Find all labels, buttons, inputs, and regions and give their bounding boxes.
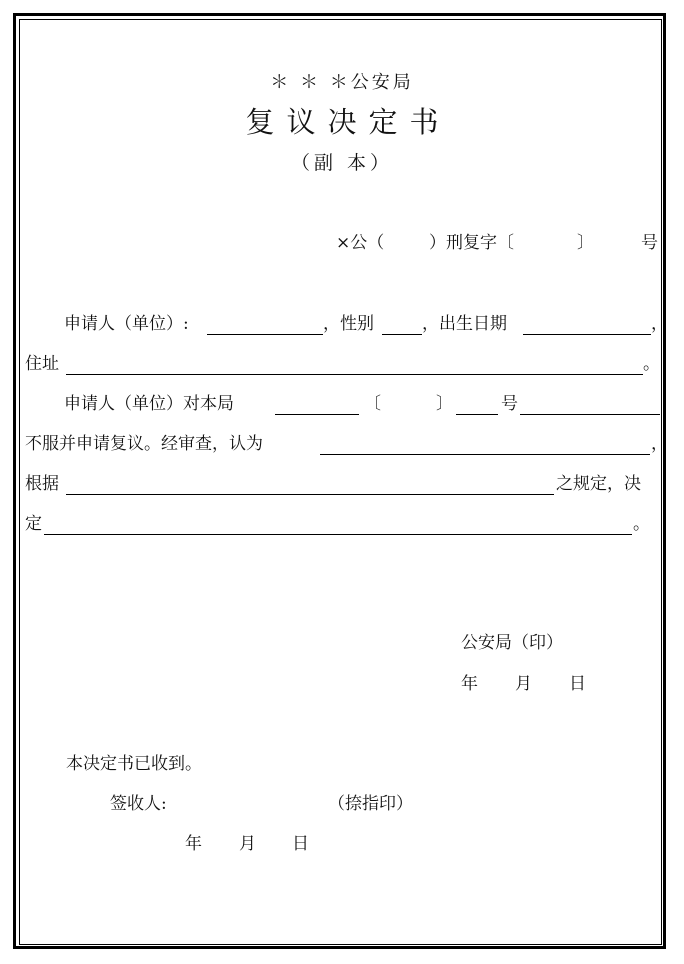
original-decision-field[interactable] — [275, 414, 359, 415]
address-field[interactable] — [66, 374, 643, 375]
birth-date-field[interactable] — [523, 334, 651, 335]
birth-label: ，出生日期 — [422, 314, 507, 334]
gender-label: ，性别 — [323, 314, 374, 334]
signature-month-label: 月 — [515, 674, 532, 694]
signature-day-label: 日 — [569, 674, 586, 694]
issuer-line: ＊ ＊ ＊公安局 — [270, 72, 414, 93]
receipt-month-label: 月 — [239, 834, 256, 854]
signer-label: 签收人: — [110, 794, 167, 814]
receipt-day-label: 日 — [292, 834, 309, 854]
gender-field[interactable] — [382, 334, 422, 335]
original-decision-detail-field[interactable] — [520, 414, 660, 415]
line3-bracket-close: 〕 — [436, 394, 453, 414]
line5-end-text: 之规定，决 — [556, 474, 641, 494]
docnum-suffix: 号 — [641, 233, 658, 253]
decision-field[interactable] — [44, 534, 632, 535]
line1-comma: ， — [651, 314, 668, 334]
applicant-name-field[interactable] — [207, 334, 323, 335]
original-number-field[interactable] — [456, 414, 498, 415]
line4-text: 不服并申请复议。经审查，认为 — [25, 434, 263, 454]
signature-year-label: 年 — [461, 674, 478, 694]
applicant-label: 申请人（单位）: — [64, 314, 189, 334]
line2-period: 。 — [643, 354, 660, 374]
docnum-prefix: ×公（ — [336, 233, 385, 253]
document-title: 复议决定书 — [245, 105, 451, 139]
line6-text: 定 — [25, 514, 42, 534]
legal-basis-field[interactable] — [66, 494, 554, 495]
line3-text: 申请人（单位）对本局 — [64, 394, 234, 414]
docnum-mid: ）刑复字〔 — [429, 233, 514, 253]
office-seal-label: 公安局（印） — [461, 633, 563, 653]
review-finding-field[interactable] — [320, 454, 650, 455]
receipt-text: 本决定书已收到。 — [66, 754, 202, 774]
receipt-year-label: 年 — [185, 834, 202, 854]
address-label: 住址 — [25, 354, 59, 374]
line3-number-label: 号 — [501, 394, 518, 414]
docnum-bracket-close: 〕 — [577, 233, 594, 253]
copy-label: （副 本） — [290, 152, 394, 174]
line5-text: 根据 — [25, 474, 59, 494]
line3-bracket-open: 〔 — [364, 394, 381, 414]
line6-period: 。 — [633, 514, 650, 534]
fingerprint-label: （捺指印） — [328, 794, 413, 814]
line4-comma: ， — [651, 434, 668, 454]
